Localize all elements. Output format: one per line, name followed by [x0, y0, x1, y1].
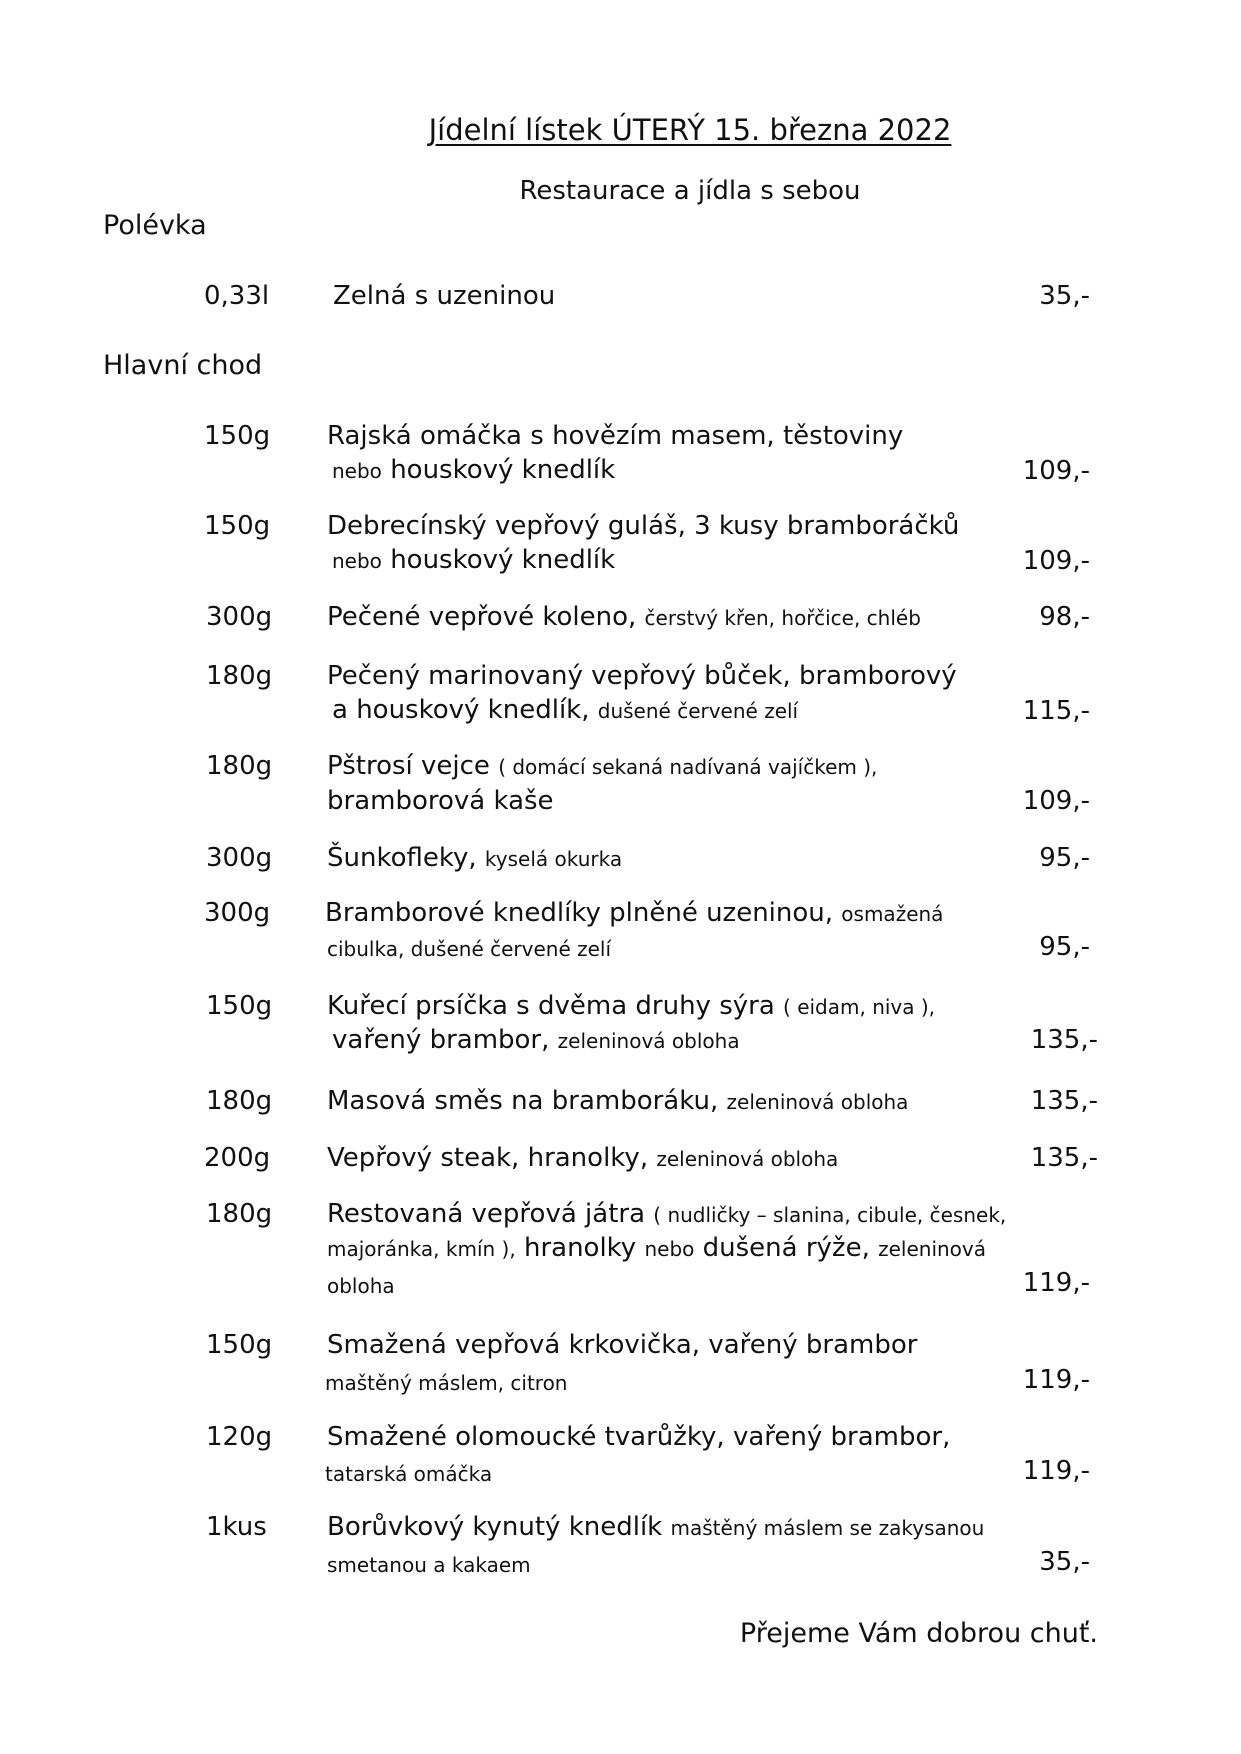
item-description-line: Pečený marinovaný vepřový bůček, bramborový [327, 661, 957, 691]
item-description-line [327, 751, 877, 781]
item-price: 109,- [1022, 546, 1090, 576]
item-side: houskový knedlík [390, 545, 616, 575]
item-price: 135,- [1030, 1086, 1098, 1116]
item-description-line: obloha [327, 1274, 395, 1298]
item-note: zeleninová obloha [726, 1090, 909, 1114]
item-quantity: 0,33l [204, 281, 270, 311]
item-note: nebo [644, 1237, 695, 1261]
item-price: 109,- [1022, 456, 1090, 486]
item-price: 35,- [1039, 281, 1090, 311]
item-main: Šunkofleky, [327, 843, 477, 873]
item-note: dušené červené zelí [597, 699, 799, 723]
item-note: osmažená [841, 902, 944, 926]
item-main: Bramborové knedlíky plněné uzeninou, [325, 898, 834, 928]
item-main: Masová směs na bramboráku, [327, 1086, 719, 1116]
item-description-line: tatarská omáčka [325, 1462, 493, 1486]
item-quantity: 180g [206, 661, 273, 691]
item-note: maštěný máslem se zakysanou [670, 1516, 985, 1540]
item-description-line [332, 1025, 740, 1055]
item-description-line [327, 1086, 908, 1116]
item-quantity: 1kus [206, 1512, 267, 1542]
item-note: majoránka, kmín ), [327, 1237, 516, 1261]
item-side: a houskový knedlík, [332, 695, 590, 725]
item-description-line: Smažené olomoucké tvarůžky, vařený brambor, [327, 1422, 951, 1452]
item-note: nebo [332, 549, 382, 573]
item-main: Borůvkový kynutý knedlík [327, 1512, 663, 1542]
item-description-line: smetanou a kakaem [327, 1553, 531, 1577]
item-description-line: cibulka, dušené červené zelí [327, 937, 612, 961]
item-note: ( nudličky – slanina, cibule, česnek, [653, 1203, 1007, 1227]
item-quantity: 150g [204, 421, 271, 451]
section-heading-soup: Polévka [103, 210, 207, 241]
item-price: 119,- [1022, 1456, 1090, 1486]
item-price: 135,- [1030, 1025, 1098, 1055]
closing-wish: Přejeme Vám dobrou chuť. [739, 1618, 1098, 1649]
item-name: Zelná s uzeninou [333, 281, 556, 311]
item-description-line: Debrecínský vepřový guláš, 3 kusy bramboráčků [327, 511, 960, 541]
item-price: 119,- [1022, 1365, 1090, 1395]
item-description-line: bramborová kaše [327, 786, 554, 816]
item-quantity: 300g [204, 898, 271, 928]
item-main: Vepřový steak, hranolky, [327, 1143, 649, 1173]
item-quantity: 150g [206, 1330, 273, 1360]
item-main: Restovaná vepřová játra [327, 1199, 646, 1229]
item-description-line [327, 991, 935, 1021]
item-quantity: 200g [204, 1143, 271, 1173]
item-quantity: 150g [206, 991, 273, 1021]
page-title: Jídelní lístek ÚTERÝ 15. března 2022 [428, 113, 952, 147]
item-quantity: 150g [204, 511, 271, 541]
item-side: hranolky [523, 1233, 637, 1263]
item-main: Kuřecí prsíčka s dvěma druhy sýra [327, 991, 775, 1021]
item-description-line [327, 1512, 984, 1542]
item-side: vařený brambor, [332, 1025, 550, 1055]
item-price: 135,- [1030, 1143, 1098, 1173]
item-description-line [332, 695, 798, 725]
item-description-line [327, 1143, 838, 1173]
section-heading-main: Hlavní chod [103, 350, 263, 381]
item-description-line [332, 545, 615, 575]
item-price: 98,- [1039, 602, 1090, 632]
item-note: ( eidam, niva ), [783, 995, 936, 1019]
item-quantity: 300g [206, 843, 273, 873]
item-note: ( domácí sekaná nadívaná vajíčkem ), [498, 755, 878, 779]
item-main: Pštrosí vejce [327, 751, 490, 781]
item-price: 95,- [1039, 932, 1090, 962]
item-note: kyselá okurka [484, 847, 623, 871]
item-side: dušená rýže, [702, 1233, 870, 1263]
item-price: 119,- [1022, 1268, 1090, 1298]
item-description-line [327, 1199, 1006, 1229]
item-description-line: Smažená vepřová krkovička, vařený brambor [327, 1330, 918, 1360]
item-price: 115,- [1022, 696, 1090, 726]
item-quantity: 300g [206, 602, 273, 632]
item-description-line [327, 843, 622, 873]
item-description-line: Rajská omáčka s hovězím masem, těstoviny [327, 421, 904, 451]
item-description-line [327, 602, 921, 632]
item-description-line: maštěný máslem, citron [325, 1371, 568, 1395]
item-description-line [325, 898, 943, 928]
item-quantity: 120g [206, 1422, 273, 1452]
item-note: zeleninová obloha [557, 1029, 740, 1053]
item-price: 109,- [1022, 786, 1090, 816]
item-price: 35,- [1039, 1547, 1090, 1577]
item-description-line [327, 1233, 986, 1263]
item-note: zeleninová [878, 1237, 987, 1261]
item-quantity: 180g [206, 751, 273, 781]
item-note: zeleninová obloha [656, 1147, 839, 1171]
item-side: houskový knedlík [390, 455, 616, 485]
item-quantity: 180g [206, 1199, 273, 1229]
item-note: nebo [332, 459, 382, 483]
item-quantity: 180g [206, 1086, 273, 1116]
item-main: Pečené vepřové koleno, [327, 602, 637, 632]
item-price: 95,- [1039, 843, 1090, 873]
page-subtitle: Restaurace a jídla s sebou [519, 176, 861, 206]
item-description-line [332, 455, 615, 485]
item-note: čerstvý křen, hořčice, chléb [644, 606, 921, 630]
